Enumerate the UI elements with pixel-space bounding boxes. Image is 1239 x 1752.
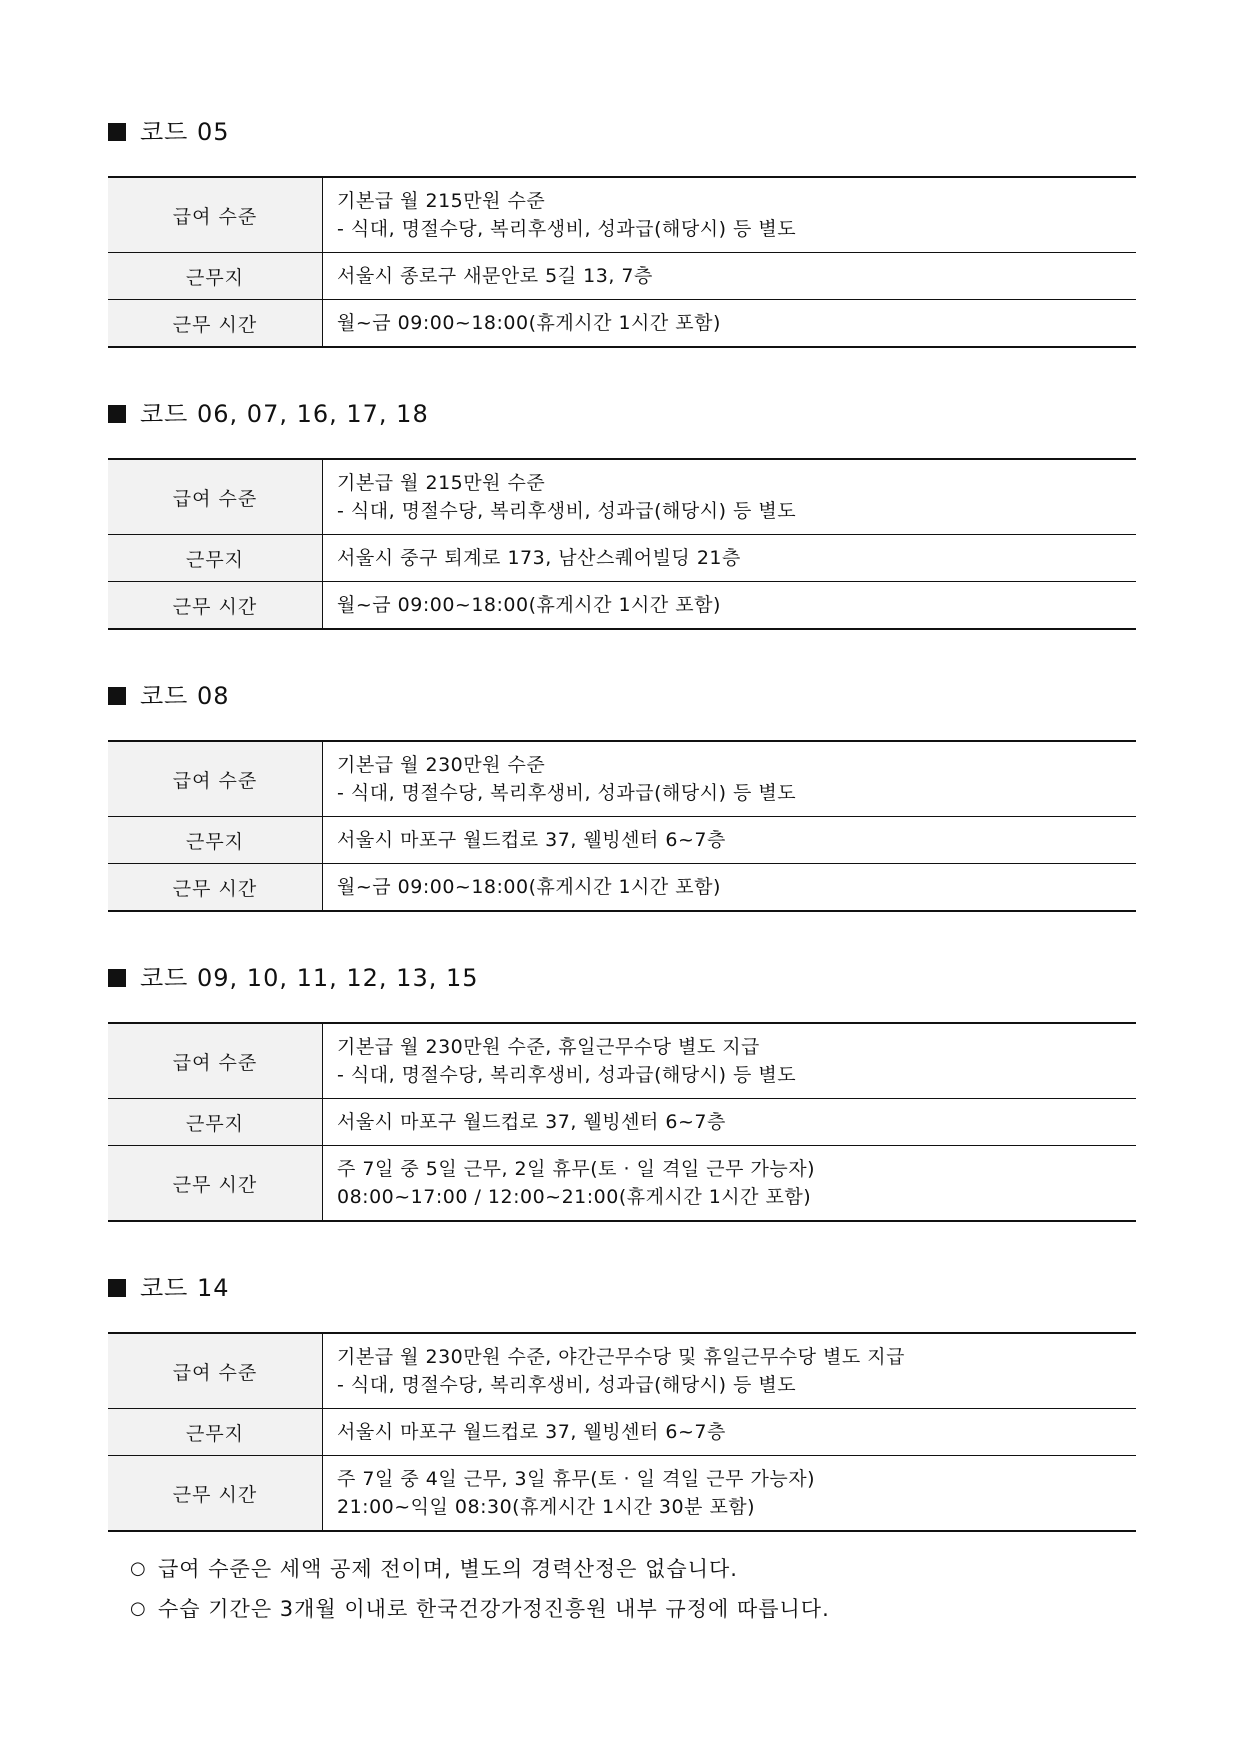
section-title-text: 코드 06, 07, 16, 17, 18: [140, 400, 429, 428]
location-value: 서울시 마포구 월드컵로 37, 웰빙센터 6~7층: [323, 817, 1137, 864]
salary-label: 급여 수준: [108, 177, 323, 253]
section-title: [108, 682, 1136, 740]
note-text: 급여 수준은 세액 공제 전이며, 별도의 경력산정은 없습니다.: [158, 1557, 738, 1581]
location-label: 근무지: [108, 817, 323, 864]
notes-list: [108, 1554, 1136, 1634]
black-square-icon: [108, 687, 126, 705]
salary-line: - 식대, 명절수당, 복리후생비, 성과급(해당시) 등 별도: [337, 500, 797, 522]
salary-line: 기본급 월 230만원 수준, 휴일근무수당 별도 지급: [337, 1036, 760, 1058]
hours-row: [108, 300, 1136, 348]
hours-label: 근무 시간: [108, 864, 323, 912]
hours-label: 근무 시간: [108, 1456, 323, 1532]
section-title-text: 코드 14: [140, 1274, 230, 1302]
info-table: [108, 176, 1136, 348]
location-row: [108, 1099, 1136, 1146]
salary-value: [323, 741, 1137, 817]
salary-line: - 식대, 명절수당, 복리후생비, 성과급(해당시) 등 별도: [337, 1064, 797, 1086]
salary-line: 기본급 월 230만원 수준, 야간근무수당 및 휴일근무수당 별도 지급: [337, 1346, 905, 1368]
hours-value: [323, 300, 1137, 348]
circle-bullet-icon: ○: [130, 1558, 147, 1579]
note-text: 수습 기간은 3개월 이내로 한국건강가정진흥원 내부 규정에 따릅니다.: [158, 1597, 830, 1621]
hours-line: 21:00~익일 08:30(휴게시간 1시간 30분 포함): [337, 1496, 756, 1518]
salary-line: 기본급 월 215만원 수준: [337, 190, 546, 212]
location-value: 서울시 종로구 새문안로 5길 13, 7층: [323, 253, 1137, 300]
location-value: 서울시 마포구 월드컵로 37, 웰빙센터 6~7층: [323, 1099, 1137, 1146]
location-row: [108, 253, 1136, 300]
salary-row: [108, 1023, 1136, 1099]
location-label: 근무지: [108, 1099, 323, 1146]
hours-value: [323, 582, 1137, 630]
salary-label: 급여 수준: [108, 459, 323, 535]
info-table: [108, 458, 1136, 630]
location-row: [108, 817, 1136, 864]
hours-value: [323, 864, 1137, 912]
hours-value: [323, 1456, 1137, 1532]
salary-line: - 식대, 명절수당, 복리후생비, 성과급(해당시) 등 별도: [337, 1374, 797, 1396]
location-row: [108, 535, 1136, 582]
section-title-text: 코드 09, 10, 11, 12, 13, 15: [140, 964, 479, 992]
salary-value: [323, 1333, 1137, 1409]
section-code-06-18: [108, 400, 1136, 630]
hours-value: [323, 1146, 1137, 1222]
salary-line: 기본급 월 230만원 수준: [337, 754, 546, 776]
salary-row: [108, 177, 1136, 253]
section-title-text: 코드 05: [140, 118, 230, 146]
note-item: [108, 1554, 1136, 1594]
salary-value: [323, 459, 1137, 535]
salary-label: 급여 수준: [108, 1023, 323, 1099]
salary-value: [323, 177, 1137, 253]
hours-line: 주 7일 중 5일 근무, 2일 휴무(토 · 일 격일 근무 가능자): [337, 1158, 815, 1180]
section-code-08: [108, 682, 1136, 912]
hours-line: 08:00~17:00 / 12:00~21:00(휴게시간 1시간 포함): [337, 1186, 812, 1208]
location-label: 근무지: [108, 1409, 323, 1456]
salary-label: 급여 수준: [108, 741, 323, 817]
section-title-text: 코드 08: [140, 682, 230, 710]
salary-row: [108, 1333, 1136, 1409]
section-title: [108, 1274, 1136, 1332]
location-label: 근무지: [108, 535, 323, 582]
section-code-05: [108, 118, 1136, 348]
hours-line: 주 7일 중 4일 근무, 3일 휴무(토 · 일 격일 근무 가능자): [337, 1468, 815, 1490]
hours-label: 근무 시간: [108, 1146, 323, 1222]
document-page: [108, 118, 1136, 1634]
black-square-icon: [108, 1279, 126, 1297]
hours-row: [108, 1146, 1136, 1222]
section-title: [108, 964, 1136, 1022]
hours-line: 월~금 09:00~18:00(휴게시간 1시간 포함): [337, 876, 721, 898]
hours-label: 근무 시간: [108, 582, 323, 630]
salary-line: - 식대, 명절수당, 복리후생비, 성과급(해당시) 등 별도: [337, 218, 797, 240]
hours-line: 월~금 09:00~18:00(휴게시간 1시간 포함): [337, 594, 721, 616]
section-title: [108, 400, 1136, 458]
hours-label: 근무 시간: [108, 300, 323, 348]
location-value: 서울시 중구 퇴계로 173, 남산스퀘어빌딩 21층: [323, 535, 1137, 582]
hours-line: 월~금 09:00~18:00(휴게시간 1시간 포함): [337, 312, 721, 334]
section-code-09-15: [108, 964, 1136, 1222]
section-title: [108, 118, 1136, 176]
info-table: [108, 740, 1136, 912]
salary-row: [108, 459, 1136, 535]
location-row: [108, 1409, 1136, 1456]
hours-row: [108, 1456, 1136, 1532]
black-square-icon: [108, 123, 126, 141]
location-label: 근무지: [108, 253, 323, 300]
note-item: [108, 1594, 1136, 1634]
hours-row: [108, 582, 1136, 630]
info-table: [108, 1332, 1136, 1532]
salary-line: 기본급 월 215만원 수준: [337, 472, 546, 494]
location-value: 서울시 마포구 월드컵로 37, 웰빙센터 6~7층: [323, 1409, 1137, 1456]
salary-line: - 식대, 명절수당, 복리후생비, 성과급(해당시) 등 별도: [337, 782, 797, 804]
hours-row: [108, 864, 1136, 912]
black-square-icon: [108, 405, 126, 423]
salary-row: [108, 741, 1136, 817]
info-table: [108, 1022, 1136, 1222]
salary-label: 급여 수준: [108, 1333, 323, 1409]
salary-value: [323, 1023, 1137, 1099]
black-square-icon: [108, 969, 126, 987]
section-code-14: [108, 1274, 1136, 1532]
circle-bullet-icon: ○: [130, 1598, 147, 1619]
